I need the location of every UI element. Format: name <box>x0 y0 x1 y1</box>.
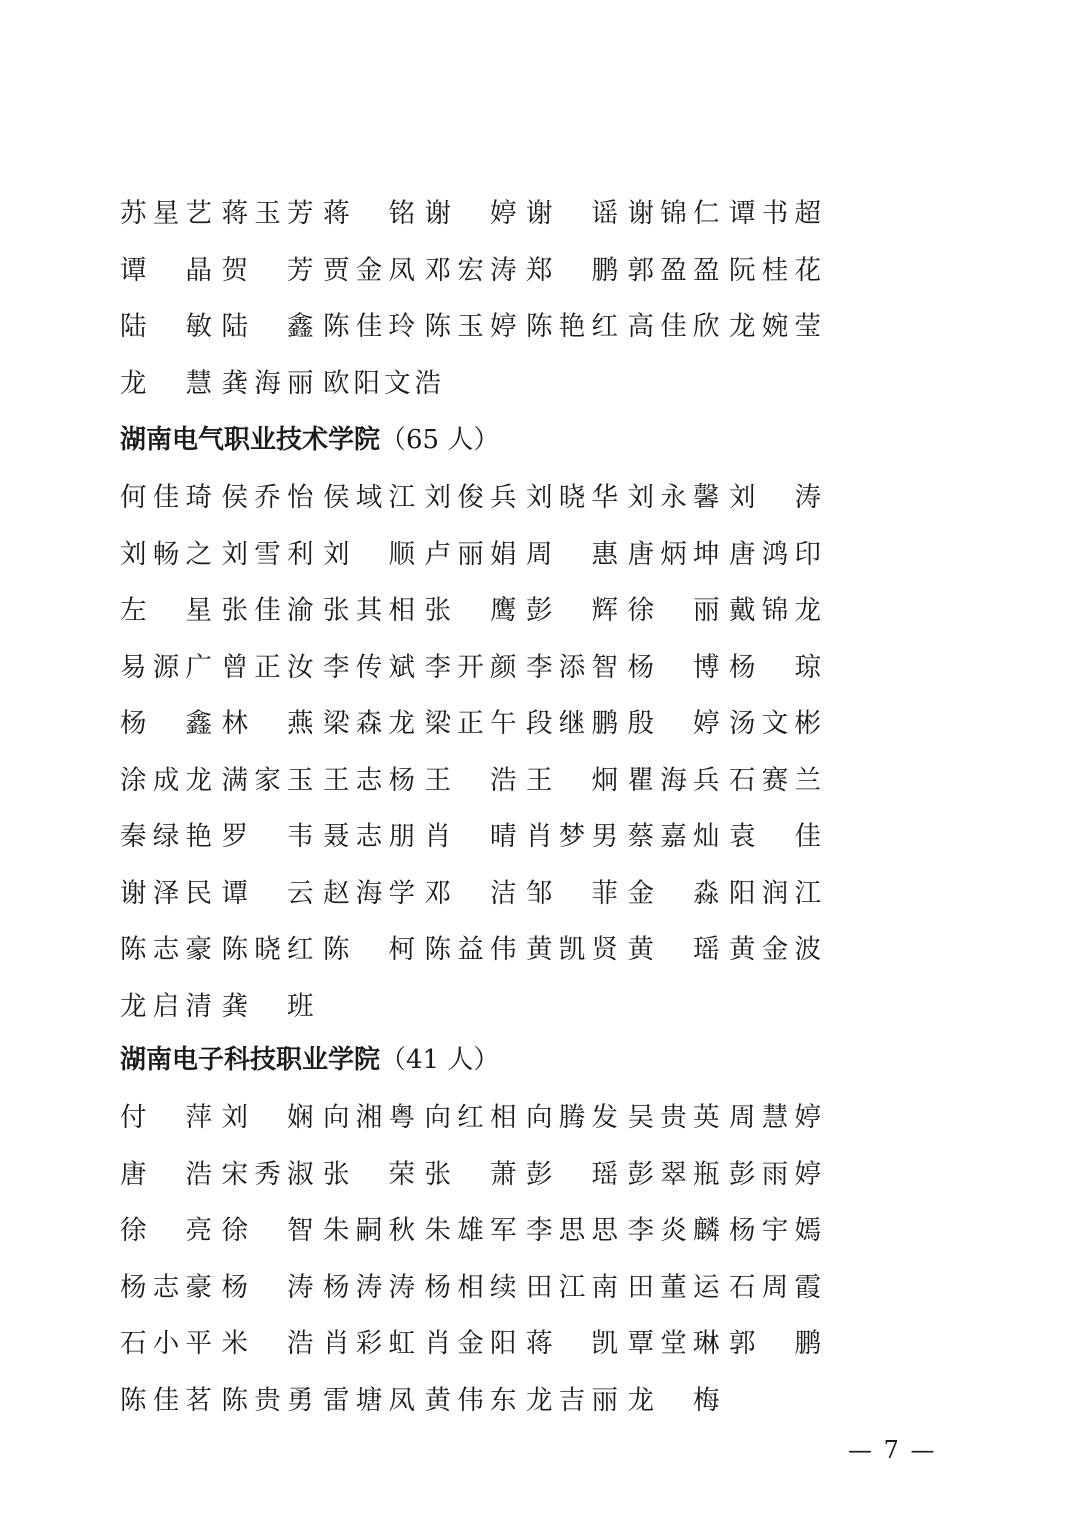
person-name: 谢 泽 民 <box>120 877 212 909</box>
name-row <box>120 922 840 979</box>
person-name: 雷 塘 凤 <box>323 1384 415 1416</box>
person-name: 金 淼 <box>627 877 720 909</box>
person-name: 高 佳 欣 <box>627 311 720 342</box>
name-row <box>120 866 840 923</box>
person-name: 肖 梦 男 <box>526 821 618 852</box>
person-name: 邹 菲 <box>526 877 618 909</box>
person-name: 谢 锦 仁 <box>627 198 720 229</box>
person-name: 蔡 嘉 灿 <box>627 821 720 852</box>
person-name: 龙 慧 <box>120 367 212 399</box>
name-row <box>120 696 840 753</box>
person-name: 龚 班 <box>221 990 314 1022</box>
name-row <box>120 1090 840 1147</box>
name-row <box>120 243 840 300</box>
person-name: 唐 鸿 印 <box>729 538 821 570</box>
person-name: 左 星 <box>120 595 212 626</box>
person-name: 阮 桂 花 <box>729 254 821 286</box>
person-name: 朱 雄 军 <box>424 1215 517 1246</box>
person-name: 王 浩 <box>424 764 517 796</box>
person-name: 周 惠 <box>526 538 618 570</box>
name-row <box>120 299 840 356</box>
person-name: 杨 鑫 <box>120 708 212 739</box>
person-name: 陈 贵 勇 <box>221 1384 314 1416</box>
person-name: 易 源 广 <box>120 651 212 683</box>
person-name: 杨 涛 涛 <box>323 1271 415 1303</box>
person-name: 朱 嗣 秋 <box>323 1215 415 1246</box>
name-list-continued <box>120 186 840 412</box>
person-name: 聂 志 朋 <box>323 821 415 852</box>
person-name: 李 思 思 <box>526 1215 618 1246</box>
person-name: 涂 成 龙 <box>120 764 212 796</box>
person-name: 陆 鑫 <box>221 311 314 342</box>
name-row <box>120 356 840 413</box>
section-title-text: 湖南电子科技职业学院 <box>120 1045 381 1075</box>
person-name: 陈 晓 红 <box>221 934 314 965</box>
person-name: 殷 婷 <box>627 708 720 739</box>
person-name: 吴 贵 英 <box>627 1102 720 1133</box>
person-name: 蒋 玉 芳 <box>221 198 314 229</box>
person-name: 向 红 相 <box>424 1102 517 1133</box>
person-name: 陈 志 豪 <box>120 934 212 965</box>
person-name: 罗 韦 <box>221 821 314 852</box>
person-name: 唐 炳 坤 <box>627 538 720 570</box>
person-name: 邓 洁 <box>424 877 517 909</box>
person-name: 宋 秀 淑 <box>221 1158 314 1190</box>
person-name: 刘 涛 <box>729 482 821 513</box>
person-name: 蒋 铭 <box>323 198 415 229</box>
person-name: 石 小 平 <box>120 1328 212 1359</box>
person-name: 汤 文 彬 <box>729 708 821 739</box>
section-count: （41 人） <box>380 1045 500 1075</box>
person-name: 龙 梅 <box>627 1384 720 1416</box>
name-row <box>120 979 840 1036</box>
person-name: 梁 森 龙 <box>323 708 415 739</box>
person-name: 田 江 南 <box>526 1271 618 1303</box>
person-name: 刘 畅 之 <box>120 538 212 570</box>
person-name: 王 志 杨 <box>323 764 415 796</box>
person-name: 陈 佳 玲 <box>323 311 415 342</box>
person-name: 蒋 凯 <box>526 1328 618 1359</box>
person-name: 杨 琼 <box>729 651 821 683</box>
person-name: 瞿 海 兵 <box>627 764 720 796</box>
person-name: 黄 瑶 <box>627 934 720 965</box>
person-name: 刘 娴 <box>221 1102 314 1133</box>
person-name: 刘 晓 华 <box>526 482 618 513</box>
person-name: 杨 相 续 <box>424 1271 517 1303</box>
name-list-hunan-electronic <box>120 1090 840 1429</box>
person-name: 侯 乔 怡 <box>221 482 314 513</box>
person-name: 谭 云 <box>221 877 314 909</box>
person-name: 苏 星 艺 <box>120 198 212 229</box>
section-title-hunan-electrical <box>120 427 499 453</box>
person-name: 赵 海 学 <box>323 877 415 909</box>
person-name: 陈 艳 红 <box>526 311 618 342</box>
person-name: 王 炯 <box>526 764 618 796</box>
name-row <box>120 1203 840 1260</box>
person-name: 欧 阳 文 浩 <box>323 367 441 399</box>
name-row <box>120 527 840 584</box>
person-name: 何 佳 琦 <box>120 482 212 513</box>
person-name: 徐 丽 <box>627 595 720 626</box>
section-title-hunan-electronic <box>120 1047 499 1073</box>
person-name: 唐 浩 <box>120 1158 212 1190</box>
person-name: 黄 凯 贤 <box>526 934 618 965</box>
person-name: 彭 辉 <box>526 595 618 626</box>
person-name: 曾 正 汝 <box>221 651 314 683</box>
page-number: — 7 — <box>848 1436 937 1464</box>
person-name: 袁 佳 <box>729 821 821 852</box>
person-name: 覃 堂 琳 <box>627 1328 720 1359</box>
person-name: 戴 锦 龙 <box>729 595 821 626</box>
person-name: 米 浩 <box>221 1328 314 1359</box>
person-name: 张 萧 <box>424 1158 517 1190</box>
person-name: 杨 博 <box>627 651 720 683</box>
person-name: 向 腾 发 <box>526 1102 618 1133</box>
name-row <box>120 186 840 243</box>
person-name: 阳 润 江 <box>729 877 821 909</box>
person-name: 杨 志 豪 <box>120 1271 212 1303</box>
person-name: 李 添 智 <box>526 651 618 683</box>
person-name: 石 周 霞 <box>729 1271 821 1303</box>
person-name: 彭 翠 瓶 <box>627 1158 720 1190</box>
name-list-hunan-electrical <box>120 470 840 1035</box>
person-name: 谢 婷 <box>424 198 517 229</box>
person-name: 张 其 相 <box>323 595 415 626</box>
person-name: 段 继 鹏 <box>526 708 618 739</box>
person-name: 邓 宏 涛 <box>424 254 517 286</box>
person-name: 龙 启 清 <box>120 990 212 1022</box>
person-name: 刘 永 馨 <box>627 482 720 513</box>
person-name: 林 燕 <box>221 708 314 739</box>
person-name: 彭 雨 婷 <box>729 1158 821 1190</box>
person-name: 郭 盈 盈 <box>627 254 720 286</box>
person-name: 徐 亮 <box>120 1215 212 1246</box>
name-row <box>120 583 840 640</box>
person-name: 龙 婉 莹 <box>729 311 821 342</box>
name-row <box>120 1260 840 1317</box>
person-name: 肖 金 阳 <box>424 1328 517 1359</box>
person-name: 满 家 玉 <box>221 764 314 796</box>
name-row <box>120 640 840 697</box>
person-name: 贺 芳 <box>221 254 314 286</box>
person-name: 张 荣 <box>323 1158 415 1190</box>
person-name: 陆 敏 <box>120 311 212 342</box>
person-name: 秦 绿 艳 <box>120 821 212 852</box>
name-row <box>120 470 840 527</box>
person-name: 杨 涛 <box>221 1271 314 1303</box>
person-name: 郑 鹏 <box>526 254 618 286</box>
name-row <box>120 1373 840 1430</box>
person-name: 刘 俊 兵 <box>424 482 517 513</box>
person-name: 郭 鹏 <box>729 1328 821 1359</box>
person-name: 向 湘 粤 <box>323 1102 415 1133</box>
person-name: 谭 书 超 <box>729 198 821 229</box>
person-name: 贾 金 凤 <box>323 254 415 286</box>
name-row <box>120 753 840 810</box>
person-name: 侯 域 江 <box>323 482 415 513</box>
person-name: 石 赛 兰 <box>729 764 821 796</box>
person-name: 张 佳 渝 <box>221 595 314 626</box>
person-name: 杨 宇 嫣 <box>729 1215 821 1246</box>
person-name: 陈 益 伟 <box>424 934 517 965</box>
person-name: 龚 海 丽 <box>221 367 314 399</box>
person-name: 卢 丽 娟 <box>424 538 517 570</box>
person-name: 陈 柯 <box>323 934 415 965</box>
person-name: 彭 瑶 <box>526 1158 618 1190</box>
person-name: 刘 顺 <box>323 538 415 570</box>
person-name: 李 传 斌 <box>323 651 415 683</box>
name-row <box>120 1316 840 1373</box>
person-name: 李 炎 麟 <box>627 1215 720 1246</box>
person-name: 谭 晶 <box>120 254 212 286</box>
section-count: （65 人） <box>380 425 500 455</box>
person-name: 龙 吉 丽 <box>526 1384 618 1416</box>
person-name: 李 开 颜 <box>424 651 517 683</box>
person-name: 肖 彩 虹 <box>323 1328 415 1359</box>
name-row <box>120 809 840 866</box>
person-name: 肖 晴 <box>424 821 517 852</box>
person-name: 陈 佳 茗 <box>120 1384 212 1416</box>
section-title-text: 湖南电气职业技术学院 <box>120 425 381 455</box>
person-name: 徐 智 <box>221 1215 314 1246</box>
person-name: 谢 谣 <box>526 198 618 229</box>
person-name: 刘 雪 利 <box>221 538 314 570</box>
person-name: 陈 玉 婷 <box>424 311 517 342</box>
name-row <box>120 1147 840 1204</box>
person-name: 张 鹰 <box>424 595 517 626</box>
person-name: 付 萍 <box>120 1102 212 1133</box>
person-name: 黄 伟 东 <box>424 1384 517 1416</box>
person-name: 梁 正 午 <box>424 708 517 739</box>
person-name: 田 董 运 <box>627 1271 720 1303</box>
person-name: 黄 金 波 <box>729 934 821 965</box>
person-name: 周 慧 婷 <box>729 1102 821 1133</box>
